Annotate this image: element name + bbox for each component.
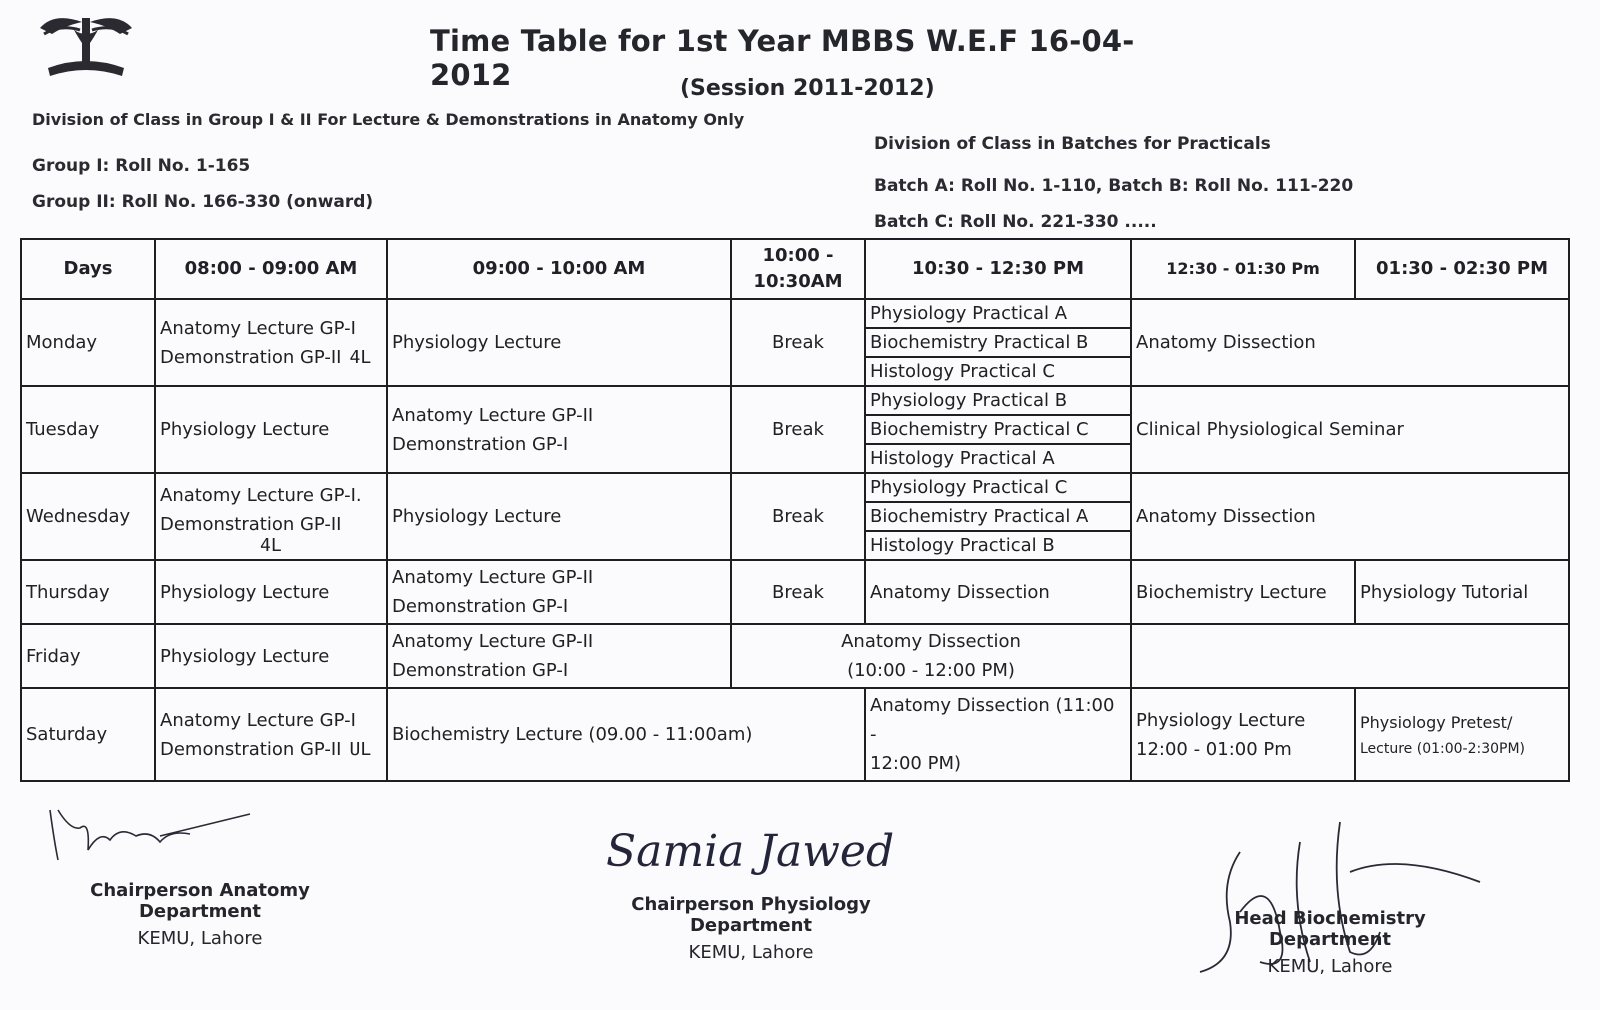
session-label: (Session 2011-2012) bbox=[680, 76, 935, 101]
cell-thursday-slot-4: Anatomy Dissection bbox=[865, 560, 1131, 624]
physiology-chair-place: KEMU, Lahore bbox=[688, 942, 814, 963]
table-row-wednesday bbox=[21, 473, 1569, 560]
cell-saturday-slot-6 bbox=[1355, 688, 1569, 781]
kemu-emblem-logo bbox=[34, 8, 138, 80]
biochemistry-head-role: Head Biochemistry Department bbox=[1234, 908, 1426, 950]
cell-text: (10:00 - 12:00 PM) bbox=[847, 660, 1015, 681]
practical-item: Histology Practical B bbox=[870, 535, 1055, 556]
table-row-saturday bbox=[21, 688, 1569, 781]
cell-friday-afternoon-empty bbox=[1131, 624, 1569, 688]
day-friday: Friday bbox=[21, 624, 155, 688]
practical-item: Biochemistry Practical C bbox=[866, 416, 1130, 445]
cell-text: Physiology Pretest/ bbox=[1360, 713, 1513, 732]
header-slot-4: 10:30 - 12:30 PM bbox=[865, 239, 1131, 299]
cell-tuesday-slot-1: Physiology Lecture bbox=[155, 386, 387, 473]
cell-text: Anatomy Lecture GP-II bbox=[392, 631, 594, 652]
day-tuesday: Tuesday bbox=[21, 386, 155, 473]
physiology-chair-role: Chairperson Physiology Department bbox=[631, 894, 871, 936]
cell-text: Demonstration GP-II bbox=[160, 513, 342, 535]
cell-friday-dissection bbox=[731, 624, 1131, 688]
batch-c-roll-range: Batch C: Roll No. 221-330 ..... bbox=[874, 212, 1157, 232]
table-row-friday bbox=[21, 624, 1569, 688]
cell-text: Demonstration GP-I bbox=[392, 660, 569, 681]
cell-friday-slot-2 bbox=[387, 624, 731, 688]
group-2-roll-range: Group II: Roll No. 166-330 (onward) bbox=[32, 192, 374, 212]
cell-tuesday-slot-2 bbox=[387, 386, 731, 473]
cell-text: 12:00 PM) bbox=[870, 753, 962, 774]
cell-text: Physiology Lecture bbox=[1136, 709, 1306, 731]
cell-thursday-slot-5: Biochemistry Lecture bbox=[1131, 560, 1355, 624]
cell-friday-slot-1: Physiology Lecture bbox=[155, 624, 387, 688]
physiology-signature-name: Samia Jawed bbox=[606, 826, 895, 877]
day-thursday: Thursday bbox=[21, 560, 155, 624]
anatomy-signature-block bbox=[40, 880, 360, 949]
cell-saturday-biochemistry: Biochemistry Lecture (09.00 - 11:00am) bbox=[387, 688, 865, 781]
cell-monday-practicals bbox=[865, 299, 1131, 386]
cell-thursday-break: Break bbox=[731, 560, 865, 624]
group-1-roll-range: Group I: Roll No. 1-165 bbox=[32, 156, 251, 176]
cell-thursday-slot-6: Physiology Tutorial bbox=[1355, 560, 1569, 624]
practical-item: Physiology Practical A bbox=[866, 300, 1130, 329]
cell-wednesday-practicals bbox=[865, 473, 1131, 560]
header-slot-1: 08:00 - 09:00 AM bbox=[155, 239, 387, 299]
timetable-grid bbox=[20, 238, 1570, 782]
cell-text: Anatomy Lecture GP-II bbox=[392, 567, 594, 588]
handwritten-note: 4L bbox=[349, 346, 372, 368]
anatomy-chair-place: KEMU, Lahore bbox=[137, 928, 263, 949]
cell-tuesday-break: Break bbox=[731, 386, 865, 473]
header-days: Days bbox=[21, 239, 155, 299]
practical-item: Physiology Practical C bbox=[866, 474, 1130, 503]
header-slot-6: 01:30 - 02:30 PM bbox=[1355, 239, 1569, 299]
header-row bbox=[21, 239, 1569, 299]
header-slot-5: 12:30 - 01:30 Pm bbox=[1131, 239, 1355, 299]
table-row-thursday bbox=[21, 560, 1569, 624]
document-title: Time Table for 1st Year MBBS W.E.F 16-04-2012 bbox=[430, 24, 1135, 92]
cell-text bbox=[160, 735, 382, 764]
table-row-tuesday bbox=[21, 386, 1569, 473]
cell-text bbox=[160, 343, 382, 372]
cell-text: Anatomy Dissection (11:00 - bbox=[870, 695, 1115, 745]
cell-wednesday-break: Break bbox=[731, 473, 865, 560]
practical-item: Physiology Practical B bbox=[866, 387, 1130, 416]
cell-wednesday-afternoon: Anatomy Dissection bbox=[1131, 473, 1569, 560]
cell-monday-slot-2: Physiology Lecture bbox=[387, 299, 731, 386]
anatomy-chair-role: Chairperson Anatomy Department bbox=[90, 880, 310, 922]
practical-item: Histology Practical C bbox=[870, 361, 1055, 382]
cell-text: Anatomy Lecture GP-I bbox=[160, 317, 356, 339]
batch-division-heading: Division of Class in Batches for Practicals bbox=[874, 134, 1271, 154]
cell-text: Demonstration GP-I bbox=[392, 433, 569, 455]
cell-tuesday-practicals bbox=[865, 386, 1131, 473]
cell-text: Demonstration GP-I bbox=[392, 596, 569, 617]
day-wednesday: Wednesday bbox=[21, 473, 155, 560]
header-slot-break: 10:00 - 10:30AM bbox=[731, 239, 865, 299]
cell-monday-break: Break bbox=[731, 299, 865, 386]
table-row-monday bbox=[21, 299, 1569, 386]
cell-saturday-slot-5 bbox=[1131, 688, 1355, 781]
cell-tuesday-afternoon: Clinical Physiological Seminar bbox=[1131, 386, 1569, 473]
cell-monday-afternoon: Anatomy Dissection bbox=[1131, 299, 1569, 386]
biochemistry-signature-block bbox=[1180, 908, 1480, 977]
practical-item: Biochemistry Practical B bbox=[866, 329, 1130, 358]
cell-thursday-slot-1: Physiology Lecture bbox=[155, 560, 387, 624]
cell-saturday-slot-1 bbox=[155, 688, 387, 781]
batch-ab-roll-range: Batch A: Roll No. 1-110, Batch B: Roll No. 111-220 bbox=[874, 176, 1354, 196]
cell-text: Lecture (01:00-2:30PM) bbox=[1360, 741, 1526, 757]
handwritten-note: UL bbox=[349, 738, 372, 760]
physiology-signature-block bbox=[586, 894, 916, 963]
cell-saturday-slot-4 bbox=[865, 688, 1131, 781]
group-division-heading: Division of Class in Group I & II For Lecture & Demonstrations in Anatomy Only bbox=[32, 110, 745, 129]
cell-text: 12:00 - 01:00 Pm bbox=[1136, 738, 1292, 760]
biochemistry-head-place: KEMU, Lahore bbox=[1267, 956, 1393, 977]
cell-text: Anatomy Dissection bbox=[841, 631, 1021, 652]
cell-thursday-slot-2 bbox=[387, 560, 731, 624]
cell-wednesday-slot-2: Physiology Lecture bbox=[387, 473, 731, 560]
day-saturday: Saturday bbox=[21, 688, 155, 781]
cell-text: Anatomy Lecture GP-I. bbox=[160, 484, 362, 506]
anatomy-signature-mark bbox=[40, 790, 260, 870]
cell-monday-slot-1 bbox=[155, 299, 387, 386]
cell-text: Demonstration GP-II bbox=[160, 738, 342, 760]
handwritten-note: 4L bbox=[260, 534, 282, 556]
day-monday: Monday bbox=[21, 299, 155, 386]
cell-text: Anatomy Lecture GP-II bbox=[392, 404, 594, 426]
header-slot-2: 09:00 - 10:00 AM bbox=[387, 239, 731, 299]
practical-item: Histology Practical A bbox=[870, 448, 1055, 469]
cell-text: Anatomy Lecture GP-I bbox=[160, 709, 356, 731]
cell-wednesday-slot-1 bbox=[155, 473, 387, 560]
cell-text: Demonstration GP-II bbox=[160, 346, 342, 368]
practical-item: Biochemistry Practical A bbox=[866, 503, 1130, 532]
